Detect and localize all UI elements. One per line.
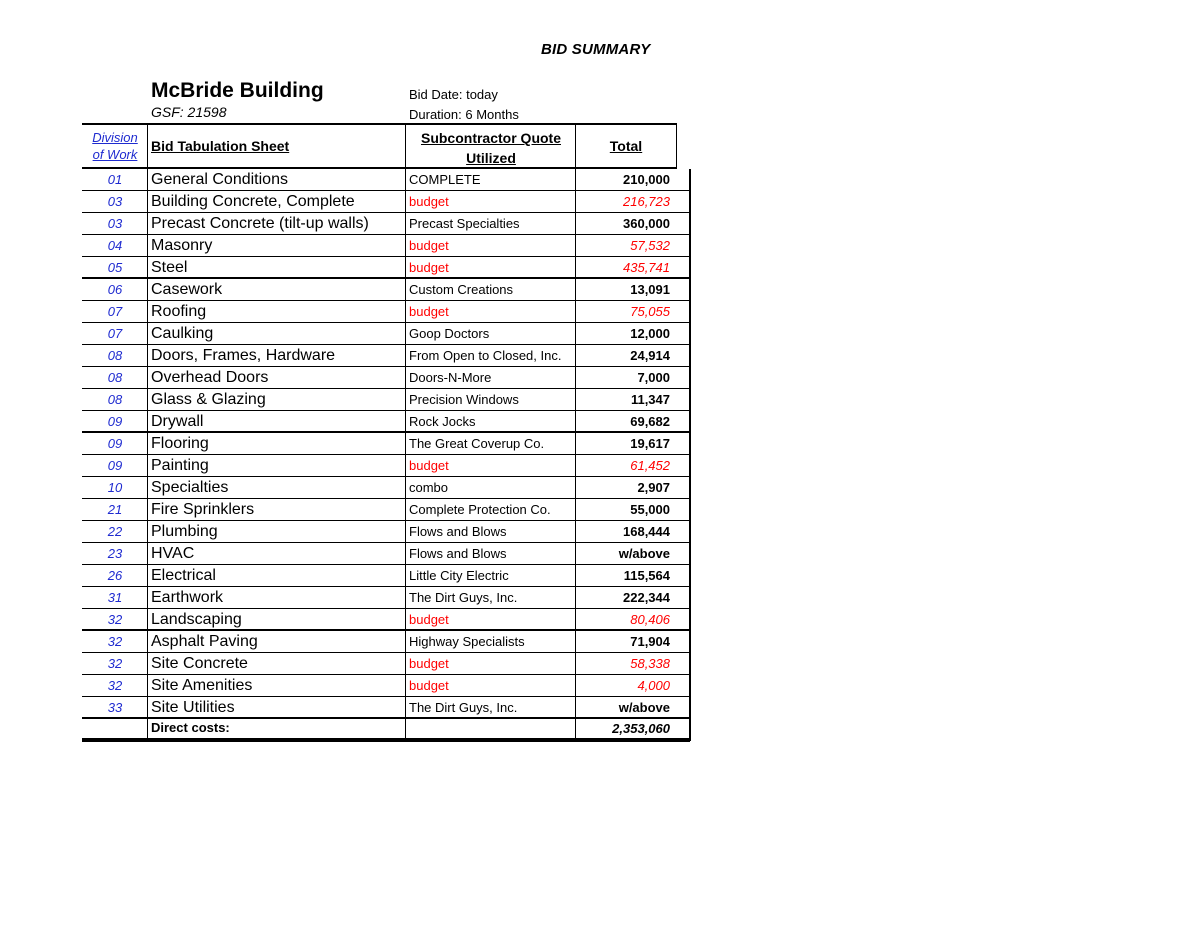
work-item-name: Overhead Doors	[151, 369, 269, 386]
work-item-name: General Conditions	[151, 171, 288, 188]
line-total: 12,000	[630, 326, 670, 341]
division-number: 32	[107, 612, 123, 627]
division-number: 32	[107, 656, 123, 671]
table-row	[82, 389, 690, 411]
line-total: 210,000	[623, 172, 670, 187]
work-item-name: Landscaping	[151, 611, 242, 628]
document-title: BID SUMMARY	[541, 41, 651, 58]
table-row	[82, 345, 690, 367]
division-number: 21	[107, 502, 123, 517]
subcontractor-quote: budget	[409, 238, 449, 253]
table-row	[82, 675, 690, 697]
division-number: 08	[107, 348, 123, 363]
table-row	[82, 631, 690, 653]
line-total: 24,914	[630, 348, 670, 363]
line-total: 19,617	[630, 436, 670, 451]
division-number: 09	[107, 458, 123, 473]
work-item-name: Site Utilities	[151, 699, 235, 716]
table-row	[82, 191, 690, 213]
table-row	[82, 521, 690, 543]
direct-costs-row	[82, 719, 690, 739]
line-total: 115,564	[623, 568, 670, 583]
line-total: 75,055	[630, 304, 670, 319]
table-row	[82, 499, 690, 521]
table-row	[82, 565, 690, 587]
line-total: 2,907	[637, 480, 670, 495]
subcontractor-quote: The Great Coverup Co.	[409, 436, 545, 451]
table-row	[82, 213, 690, 235]
subcontractor-quote: budget	[409, 304, 449, 319]
subcontractor-quote: Custom Creations	[409, 282, 514, 297]
division-number: 09	[107, 414, 123, 429]
division-number: 08	[107, 370, 123, 385]
table-row	[82, 697, 690, 719]
division-number: 26	[107, 568, 123, 583]
bid-date: Bid Date: today	[409, 87, 498, 102]
line-total: 360,000	[623, 216, 670, 231]
line-total: 222,344	[623, 590, 670, 605]
line-total: 69,682	[630, 414, 670, 429]
line-total: 216,723	[623, 194, 670, 209]
table-row	[82, 279, 690, 301]
division-number: 08	[107, 392, 123, 407]
work-item-name: Plumbing	[151, 523, 218, 540]
division-number: 07	[107, 304, 123, 319]
work-item-name: Doors, Frames, Hardware	[151, 347, 336, 364]
line-total: 80,406	[630, 612, 670, 627]
subcontractor-quote: Little City Electric	[409, 568, 509, 583]
division-number: 33	[107, 700, 123, 715]
subcontractor-quote: COMPLETE	[409, 172, 481, 187]
work-item-name: Precast Concrete (tilt-up walls)	[151, 215, 369, 232]
line-total: 4,000	[637, 678, 670, 693]
subcontractor-quote: The Dirt Guys, Inc.	[409, 700, 518, 715]
table-row	[82, 169, 690, 191]
subcontractor-quote: budget	[409, 612, 449, 627]
division-number: 03	[107, 194, 123, 209]
table-row	[82, 235, 690, 257]
bid-table-body	[82, 169, 690, 719]
subcontractor-quote: Flows and Blows	[409, 524, 507, 539]
subcontractor-quote: budget	[409, 678, 449, 693]
work-item-name: Specialties	[151, 479, 229, 496]
header-division-line1: Division	[92, 130, 138, 145]
work-item-name: Earthwork	[151, 589, 224, 606]
work-item-name: Asphalt Paving	[151, 633, 258, 650]
division-number: 10	[107, 480, 123, 495]
direct-costs-label: Direct costs:	[151, 720, 230, 735]
line-total: 58,338	[630, 656, 670, 671]
work-item-name: Painting	[151, 457, 209, 474]
work-item-name: Masonry	[151, 237, 213, 254]
work-item-name: Fire Sprinklers	[151, 501, 255, 518]
line-total: 61,452	[630, 458, 670, 473]
subcontractor-quote: Flows and Blows	[409, 546, 507, 561]
subcontractor-quote: combo	[409, 480, 449, 495]
work-item-name: Drywall	[151, 413, 204, 430]
table-row	[82, 323, 690, 345]
header-total: Total	[609, 138, 643, 154]
division-number: 31	[107, 590, 123, 605]
line-total: 11,347	[630, 392, 670, 407]
work-item-name: Site Amenities	[151, 677, 253, 694]
header-division-line2: of Work	[92, 147, 138, 162]
division-number: 06	[107, 282, 123, 297]
subcontractor-quote: budget	[409, 656, 449, 671]
table-row	[82, 455, 690, 477]
line-total: 71,904	[630, 634, 670, 649]
line-total: w/above	[618, 700, 670, 715]
subcontractor-quote: Complete Protection Co.	[409, 502, 551, 517]
division-number: 22	[107, 524, 123, 539]
header-subcontractor	[408, 128, 574, 168]
subcontractor-quote: Rock Jocks	[409, 414, 476, 429]
bid-duration: Duration: 6 Months	[409, 107, 519, 122]
header-division	[82, 129, 148, 163]
work-item-name: HVAC	[151, 545, 195, 562]
table-row	[82, 367, 690, 389]
line-total: 7,000	[637, 370, 670, 385]
table-top-border	[82, 123, 677, 125]
project-name: McBride Building	[151, 79, 324, 102]
division-number: 03	[107, 216, 123, 231]
line-total: w/above	[618, 546, 670, 561]
table-row	[82, 609, 690, 631]
work-item-name: Steel	[151, 259, 188, 276]
table-row	[82, 411, 690, 433]
header-bid-tabulation: Bid Tabulation Sheet	[151, 138, 290, 154]
subcontractor-quote: Goop Doctors	[409, 326, 490, 341]
line-total: 168,444	[623, 524, 670, 539]
project-gsf: GSF: 21598	[151, 104, 227, 120]
subcontractor-quote: budget	[409, 260, 449, 275]
subcontractor-quote: Highway Specialists	[409, 634, 525, 649]
subcontractor-quote: Precision Windows	[409, 392, 519, 407]
work-item-name: Roofing	[151, 303, 207, 320]
work-item-name: Glass & Glazing	[151, 391, 266, 408]
direct-costs-total: 2,353,060	[612, 721, 670, 736]
subcontractor-quote: Precast Specialties	[409, 216, 520, 231]
header-subcontractor-line2: Utilized	[466, 150, 516, 166]
division-number: 05	[107, 260, 123, 275]
line-total: 435,741	[623, 260, 670, 275]
division-number: 07	[107, 326, 123, 341]
division-number: 01	[107, 172, 123, 187]
subcontractor-quote: The Dirt Guys, Inc.	[409, 590, 518, 605]
subcontractor-quote: From Open to Closed, Inc.	[409, 348, 562, 363]
work-item-name: Caulking	[151, 325, 214, 342]
table-row	[82, 257, 690, 279]
line-total: 55,000	[630, 502, 670, 517]
table-row	[82, 653, 690, 675]
division-number: 04	[107, 238, 123, 253]
column-divider-total	[676, 123, 677, 169]
table-row	[82, 543, 690, 565]
table-row	[82, 587, 690, 609]
work-item-name: Building Concrete, Complete	[151, 193, 355, 210]
division-number: 32	[107, 634, 123, 649]
line-total: 57,532	[630, 238, 670, 253]
line-total: 13,091	[630, 282, 670, 297]
subcontractor-quote: Doors-N-More	[409, 370, 492, 385]
work-item-name: Electrical	[151, 567, 216, 584]
header-subcontractor-line1: Subcontractor Quote	[420, 130, 561, 146]
division-number: 23	[107, 546, 123, 561]
work-item-name: Flooring	[151, 435, 209, 452]
table-row	[82, 433, 690, 455]
subcontractor-quote: budget	[409, 458, 449, 473]
work-item-name: Casework	[151, 281, 223, 298]
table-row	[82, 301, 690, 323]
division-number: 09	[107, 436, 123, 451]
table-row	[82, 477, 690, 499]
work-item-name: Site Concrete	[151, 655, 248, 672]
division-number: 32	[107, 678, 123, 693]
subcontractor-quote: budget	[409, 194, 449, 209]
